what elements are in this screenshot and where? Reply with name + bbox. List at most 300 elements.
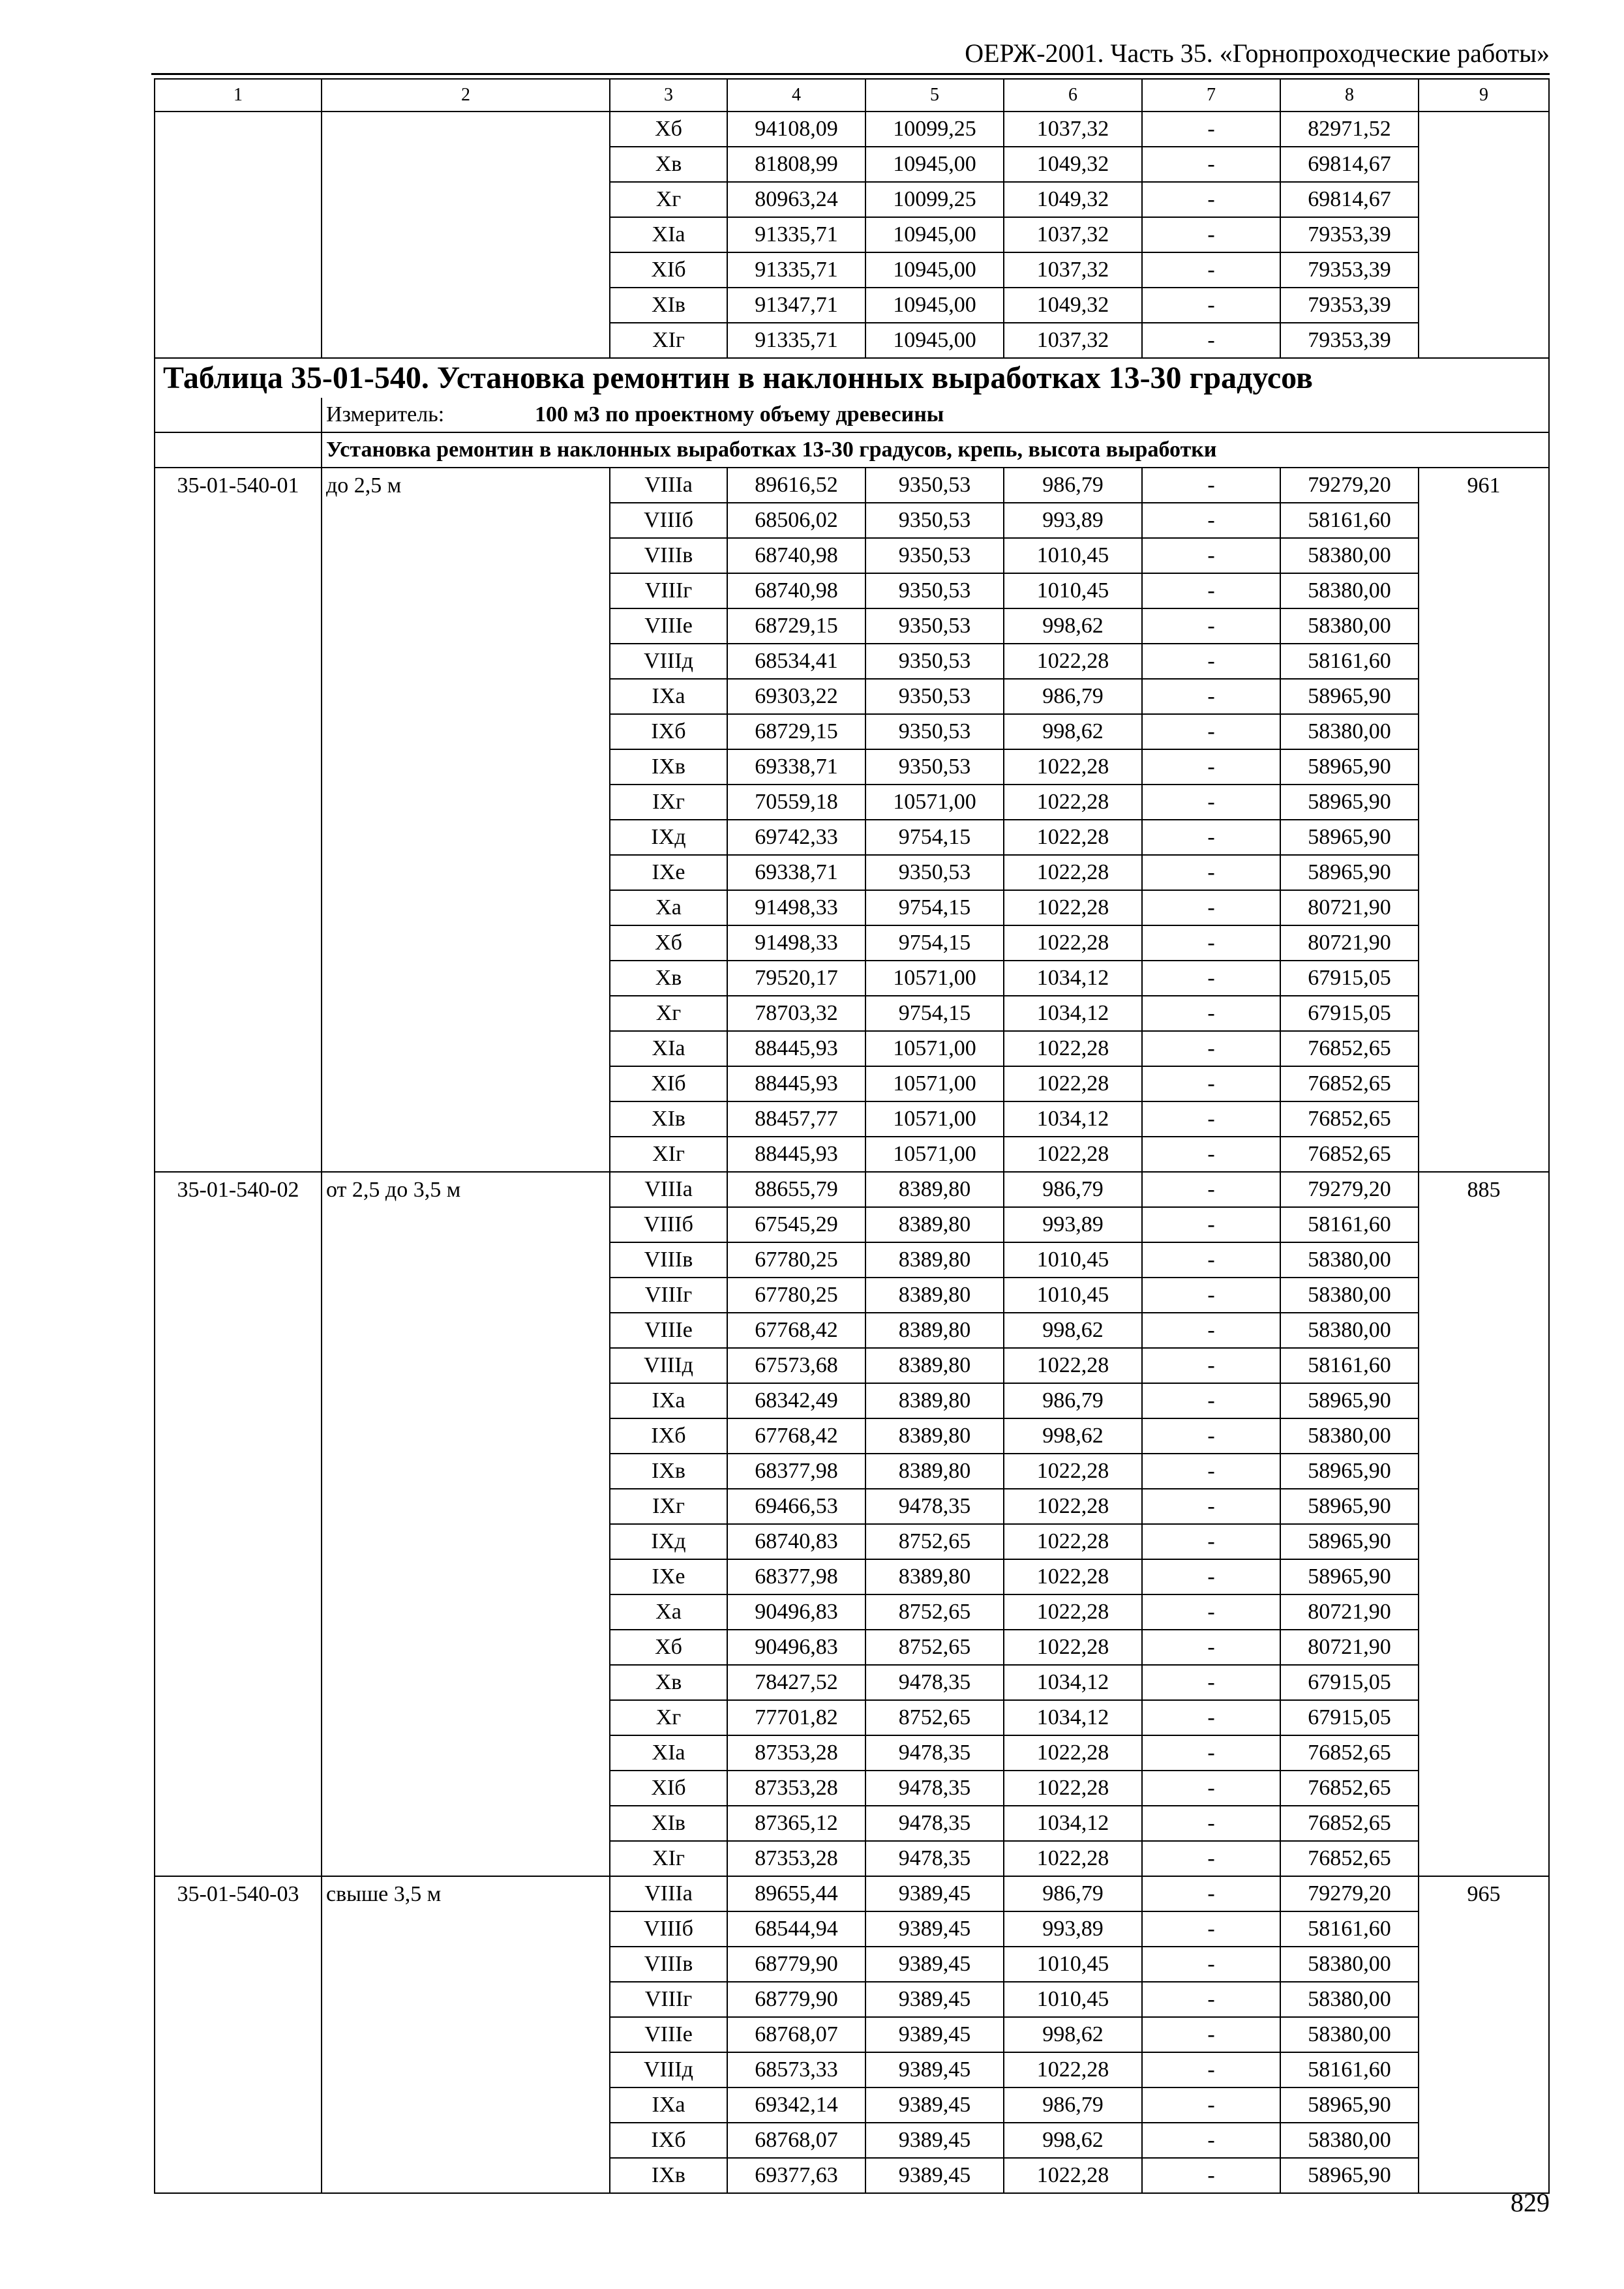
- code-cell: [155, 785, 322, 820]
- table-row: [155, 2087, 1549, 2123]
- value-cell: Xг: [610, 182, 727, 217]
- value-cell: 993,89: [1004, 1911, 1142, 1947]
- value-cell: 68534,41: [727, 644, 865, 679]
- value-cell: -: [1142, 2123, 1280, 2158]
- value-cell: IXа: [610, 1383, 727, 1418]
- value-cell: 986,79: [1004, 1876, 1142, 1911]
- value-cell: 10571,00: [865, 1101, 1004, 1137]
- value-cell: 9350,53: [865, 538, 1004, 573]
- value-cell: 58380,00: [1280, 1418, 1419, 1454]
- description-cell: [322, 112, 610, 147]
- description-cell: [322, 855, 610, 890]
- description-cell: [322, 1418, 610, 1454]
- measure-cell: [322, 398, 1549, 432]
- table-row: [155, 890, 1549, 925]
- table-row: [155, 1665, 1549, 1700]
- col9-cell: [1419, 785, 1549, 820]
- subtitle-spacer: [155, 432, 322, 468]
- description-cell: [322, 608, 610, 644]
- value-cell: XIб: [610, 1771, 727, 1806]
- value-cell: 998,62: [1004, 2123, 1142, 2158]
- table-row: [155, 1066, 1549, 1101]
- code-cell: [155, 2017, 322, 2052]
- col9-cell: [1419, 996, 1549, 1031]
- value-cell: XIб: [610, 1066, 727, 1101]
- value-cell: -: [1142, 1207, 1280, 1242]
- value-cell: Xб: [610, 925, 727, 961]
- description-cell: [322, 2158, 610, 2193]
- value-cell: 90496,83: [727, 1630, 865, 1665]
- value-cell: 8389,80: [865, 1207, 1004, 1242]
- value-cell: VIIIв: [610, 538, 727, 573]
- value-cell: -: [1142, 1489, 1280, 1524]
- table-row: [155, 1418, 1549, 1454]
- description-cell: [322, 573, 610, 608]
- description-cell: [322, 925, 610, 961]
- col9-cell: [1419, 1806, 1549, 1841]
- value-cell: VIIIа: [610, 1876, 727, 1911]
- table-row: [155, 1559, 1549, 1594]
- value-cell: IXв: [610, 1454, 727, 1489]
- code-cell: [155, 1101, 322, 1137]
- code-cell: [155, 890, 322, 925]
- value-cell: 1037,32: [1004, 252, 1142, 288]
- value-cell: 986,79: [1004, 1172, 1142, 1207]
- description-cell: [322, 679, 610, 714]
- description-cell: [322, 182, 610, 217]
- code-cell: [155, 714, 322, 749]
- value-cell: Xа: [610, 1594, 727, 1630]
- value-cell: -: [1142, 1031, 1280, 1066]
- value-cell: 89655,44: [727, 1876, 865, 1911]
- table-row: [155, 608, 1549, 644]
- code-cell: [155, 503, 322, 538]
- value-cell: 1022,28: [1004, 2052, 1142, 2087]
- value-cell: IXе: [610, 855, 727, 890]
- value-cell: -: [1142, 785, 1280, 820]
- value-cell: 68768,07: [727, 2017, 865, 2052]
- description-cell: [322, 538, 610, 573]
- value-cell: IXе: [610, 1559, 727, 1594]
- code-cell: [155, 644, 322, 679]
- value-cell: -: [1142, 252, 1280, 288]
- code-cell: [155, 1418, 322, 1454]
- table-row: [155, 1172, 1549, 1207]
- table-row: [155, 1242, 1549, 1278]
- value-cell: 68729,15: [727, 608, 865, 644]
- value-cell: 58965,90: [1280, 2158, 1419, 2193]
- col9-cell: [1419, 1278, 1549, 1313]
- value-cell: -: [1142, 1735, 1280, 1771]
- value-cell: 80721,90: [1280, 890, 1419, 925]
- value-cell: 81808,99: [727, 147, 865, 182]
- value-cell: 68740,98: [727, 573, 865, 608]
- value-cell: IXв: [610, 2158, 727, 2193]
- value-cell: 1022,28: [1004, 1841, 1142, 1876]
- col9-cell: [1419, 1524, 1549, 1559]
- value-cell: 998,62: [1004, 714, 1142, 749]
- col9-cell: [1419, 2017, 1549, 2052]
- col9-cell: [1419, 147, 1549, 182]
- value-cell: 9478,35: [865, 1806, 1004, 1841]
- value-cell: -: [1142, 1348, 1280, 1383]
- description-cell: [322, 1771, 610, 1806]
- value-cell: 58965,90: [1280, 1454, 1419, 1489]
- col9-cell: [1419, 1700, 1549, 1735]
- value-cell: 88445,93: [727, 1066, 865, 1101]
- value-cell: IXа: [610, 2087, 727, 2123]
- value-cell: -: [1142, 1418, 1280, 1454]
- value-cell: 58380,00: [1280, 2123, 1419, 2158]
- value-cell: 10099,25: [865, 112, 1004, 147]
- value-cell: -: [1142, 1841, 1280, 1876]
- value-cell: -: [1142, 323, 1280, 358]
- value-cell: IXа: [610, 679, 727, 714]
- value-cell: 58380,00: [1280, 573, 1419, 608]
- description-cell: [322, 785, 610, 820]
- col9-cell: [1419, 1841, 1549, 1876]
- value-cell: Xг: [610, 1700, 727, 1735]
- value-cell: 58380,00: [1280, 538, 1419, 573]
- header-rule: [151, 73, 1550, 75]
- value-cell: 1010,45: [1004, 573, 1142, 608]
- value-cell: -: [1142, 1242, 1280, 1278]
- value-cell: -: [1142, 1454, 1280, 1489]
- value-cell: IXб: [610, 1418, 727, 1454]
- value-cell: 1022,28: [1004, 749, 1142, 785]
- table-row: [155, 1841, 1549, 1876]
- value-cell: 88445,93: [727, 1031, 865, 1066]
- description-cell: [322, 288, 610, 323]
- value-cell: Xв: [610, 1665, 727, 1700]
- value-cell: 10571,00: [865, 1066, 1004, 1101]
- value-cell: -: [1142, 2158, 1280, 2193]
- code-cell: [155, 820, 322, 855]
- value-cell: 79353,39: [1280, 252, 1419, 288]
- value-cell: -: [1142, 1137, 1280, 1172]
- table-row: [155, 996, 1549, 1031]
- value-cell: 1034,12: [1004, 1806, 1142, 1841]
- col9-cell: [1419, 1489, 1549, 1524]
- table-row: [155, 182, 1549, 217]
- table-row: [155, 1911, 1549, 1947]
- value-cell: -: [1142, 714, 1280, 749]
- value-cell: XIа: [610, 1735, 727, 1771]
- table-row: [155, 1137, 1549, 1172]
- col9-cell: [1419, 1630, 1549, 1665]
- col9-cell: [1419, 1947, 1549, 1982]
- description-cell: [322, 820, 610, 855]
- value-cell: -: [1142, 503, 1280, 538]
- value-cell: 993,89: [1004, 503, 1142, 538]
- value-cell: 58965,90: [1280, 2087, 1419, 2123]
- value-cell: VIIIе: [610, 1313, 727, 1348]
- measure-label: Измеритель:: [326, 402, 445, 426]
- description-cell: [322, 1101, 610, 1137]
- table-title: Таблица 35-01-540. Установка ремонтин в наклонных выработках 13-30 градусов: [155, 358, 1549, 398]
- description-cell: [322, 1735, 610, 1771]
- col9-cell: [1419, 1982, 1549, 2017]
- value-cell: -: [1142, 1383, 1280, 1418]
- value-cell: -: [1142, 1630, 1280, 1665]
- value-cell: 79279,20: [1280, 468, 1419, 503]
- value-cell: 67915,05: [1280, 996, 1419, 1031]
- value-cell: 67573,68: [727, 1348, 865, 1383]
- value-cell: -: [1142, 961, 1280, 996]
- value-cell: 58965,90: [1280, 820, 1419, 855]
- value-cell: 76852,65: [1280, 1137, 1419, 1172]
- value-cell: 1037,32: [1004, 217, 1142, 252]
- value-cell: 1022,28: [1004, 1489, 1142, 1524]
- value-cell: -: [1142, 855, 1280, 890]
- value-cell: 993,89: [1004, 1207, 1142, 1242]
- table-row: [155, 1876, 1549, 1911]
- value-cell: VIIIв: [610, 1947, 727, 1982]
- table-row: [155, 1771, 1549, 1806]
- value-cell: 91347,71: [727, 288, 865, 323]
- table-row: [155, 1982, 1549, 2017]
- value-cell: 58380,00: [1280, 1242, 1419, 1278]
- value-cell: -: [1142, 1101, 1280, 1137]
- value-cell: 87353,28: [727, 1735, 865, 1771]
- value-cell: 1022,28: [1004, 820, 1142, 855]
- value-cell: -: [1142, 1313, 1280, 1348]
- code-cell: [155, 996, 322, 1031]
- table-row: [155, 1383, 1549, 1418]
- description-cell: [322, 1242, 610, 1278]
- value-cell: 9389,45: [865, 2123, 1004, 2158]
- value-cell: 1022,28: [1004, 1559, 1142, 1594]
- description-cell: [322, 2123, 610, 2158]
- col9-cell: [1419, 1911, 1549, 1947]
- code-cell: [155, 573, 322, 608]
- value-cell: 1022,28: [1004, 1735, 1142, 1771]
- description-cell: [322, 1665, 610, 1700]
- value-cell: -: [1142, 996, 1280, 1031]
- rate-col9: 965: [1419, 1876, 1549, 1911]
- code-cell: [155, 855, 322, 890]
- col9-cell: [1419, 2087, 1549, 2123]
- table-row: [155, 1031, 1549, 1066]
- value-cell: 1034,12: [1004, 1700, 1142, 1735]
- table-row: [155, 644, 1549, 679]
- value-cell: 8752,65: [865, 1594, 1004, 1630]
- value-cell: 58380,00: [1280, 2017, 1419, 2052]
- value-cell: 8389,80: [865, 1172, 1004, 1207]
- value-cell: 10945,00: [865, 252, 1004, 288]
- value-cell: 8389,80: [865, 1242, 1004, 1278]
- value-cell: -: [1142, 749, 1280, 785]
- value-cell: 69338,71: [727, 855, 865, 890]
- value-cell: 9350,53: [865, 714, 1004, 749]
- value-cell: 79353,39: [1280, 217, 1419, 252]
- table-row: [155, 1630, 1549, 1665]
- col9-cell: [1419, 2123, 1549, 2158]
- value-cell: 70559,18: [727, 785, 865, 820]
- value-cell: 79353,39: [1280, 323, 1419, 358]
- value-cell: 79353,39: [1280, 288, 1419, 323]
- value-cell: 88457,77: [727, 1101, 865, 1137]
- table-row: [155, 468, 1549, 503]
- column-number: 3: [610, 79, 727, 112]
- code-cell: [155, 1313, 322, 1348]
- value-cell: 1022,28: [1004, 644, 1142, 679]
- value-cell: 1022,28: [1004, 1771, 1142, 1806]
- value-cell: 1022,28: [1004, 785, 1142, 820]
- value-cell: -: [1142, 112, 1280, 147]
- value-cell: 9389,45: [865, 1876, 1004, 1911]
- value-cell: -: [1142, 1278, 1280, 1313]
- value-cell: 69742,33: [727, 820, 865, 855]
- value-cell: VIIIг: [610, 1982, 727, 2017]
- value-cell: -: [1142, 890, 1280, 925]
- value-cell: XIг: [610, 1841, 727, 1876]
- code-cell: [155, 288, 322, 323]
- description-cell: [322, 1806, 610, 1841]
- col9-cell: [1419, 1207, 1549, 1242]
- value-cell: 998,62: [1004, 608, 1142, 644]
- table-row: [155, 503, 1549, 538]
- value-cell: -: [1142, 1947, 1280, 1982]
- table-row: [155, 1594, 1549, 1630]
- table-row: [155, 2123, 1549, 2158]
- value-cell: 58161,60: [1280, 1911, 1419, 1947]
- value-cell: VIIIд: [610, 1348, 727, 1383]
- col9-cell: [1419, 573, 1549, 608]
- value-cell: 58965,90: [1280, 1559, 1419, 1594]
- description-cell: [322, 2017, 610, 2052]
- value-cell: 1022,28: [1004, 1524, 1142, 1559]
- value-cell: -: [1142, 1876, 1280, 1911]
- value-cell: VIIIе: [610, 608, 727, 644]
- col9-cell: [1419, 1383, 1549, 1418]
- value-cell: 68729,15: [727, 714, 865, 749]
- value-cell: 67780,25: [727, 1278, 865, 1313]
- measure-spacer: [155, 398, 322, 432]
- value-cell: -: [1142, 1700, 1280, 1735]
- value-cell: 58965,90: [1280, 749, 1419, 785]
- value-cell: -: [1142, 2017, 1280, 2052]
- description-cell: [322, 323, 610, 358]
- code-cell: [155, 1242, 322, 1278]
- value-cell: -: [1142, 2052, 1280, 2087]
- value-cell: 1022,28: [1004, 1066, 1142, 1101]
- table-row: [155, 820, 1549, 855]
- value-cell: 76852,65: [1280, 1806, 1419, 1841]
- running-header: ОЕРЖ-2001. Часть 35. «Горнопроходческие работы»: [965, 38, 1550, 68]
- col9-cell: [1419, 1137, 1549, 1172]
- description-cell: [322, 1137, 610, 1172]
- col9-cell: [1419, 890, 1549, 925]
- value-cell: 58161,60: [1280, 503, 1419, 538]
- value-cell: 10945,00: [865, 147, 1004, 182]
- value-cell: 68768,07: [727, 2123, 865, 2158]
- code-cell: [155, 1665, 322, 1700]
- code-cell: [155, 1207, 322, 1242]
- value-cell: -: [1142, 679, 1280, 714]
- col9-cell: [1419, 714, 1549, 749]
- code-cell: [155, 1031, 322, 1066]
- column-number-row: [155, 79, 1549, 112]
- table-row: [155, 1348, 1549, 1383]
- rate-code: 35-01-540-02: [155, 1172, 322, 1207]
- value-cell: -: [1142, 217, 1280, 252]
- value-cell: 986,79: [1004, 468, 1142, 503]
- value-cell: 80721,90: [1280, 1630, 1419, 1665]
- code-cell: [155, 749, 322, 785]
- value-cell: 88655,79: [727, 1172, 865, 1207]
- value-cell: 77701,82: [727, 1700, 865, 1735]
- table-row: [155, 1313, 1549, 1348]
- table-row: [155, 2017, 1549, 2052]
- value-cell: 8752,65: [865, 1630, 1004, 1665]
- value-cell: 9754,15: [865, 925, 1004, 961]
- value-cell: -: [1142, 1524, 1280, 1559]
- rate-code: 35-01-540-03: [155, 1876, 322, 1911]
- value-cell: 9754,15: [865, 890, 1004, 925]
- value-cell: 76852,65: [1280, 1841, 1419, 1876]
- description-cell: [322, 1313, 610, 1348]
- col9-cell: [1419, 961, 1549, 996]
- value-cell: 68377,98: [727, 1454, 865, 1489]
- value-cell: IXг: [610, 1489, 727, 1524]
- value-cell: -: [1142, 182, 1280, 217]
- value-cell: Xг: [610, 996, 727, 1031]
- description-cell: [322, 996, 610, 1031]
- col9-cell: [1419, 820, 1549, 855]
- value-cell: 58380,00: [1280, 1947, 1419, 1982]
- value-cell: 91335,71: [727, 217, 865, 252]
- value-cell: 1010,45: [1004, 1242, 1142, 1278]
- code-cell: [155, 1771, 322, 1806]
- value-cell: 58161,60: [1280, 1207, 1419, 1242]
- value-cell: VIIIа: [610, 1172, 727, 1207]
- table-row: [155, 573, 1549, 608]
- table-row: [155, 1947, 1549, 1982]
- code-cell: [155, 1911, 322, 1947]
- value-cell: 9350,53: [865, 679, 1004, 714]
- value-cell: 1049,32: [1004, 182, 1142, 217]
- value-cell: 9350,53: [865, 644, 1004, 679]
- value-cell: 10945,00: [865, 217, 1004, 252]
- table-row: [155, 1700, 1549, 1735]
- column-number: 8: [1280, 79, 1419, 112]
- table-row: [155, 288, 1549, 323]
- code-cell: [155, 2087, 322, 2123]
- rate-description: от 2,5 до 3,5 м: [322, 1172, 610, 1207]
- table-row: [155, 1524, 1549, 1559]
- value-cell: 94108,09: [727, 112, 865, 147]
- description-cell: [322, 1278, 610, 1313]
- value-cell: 1010,45: [1004, 1278, 1142, 1313]
- value-cell: Xб: [610, 112, 727, 147]
- column-number: 2: [322, 79, 610, 112]
- value-cell: IXг: [610, 785, 727, 820]
- value-cell: 986,79: [1004, 2087, 1142, 2123]
- table-row: [155, 252, 1549, 288]
- code-cell: [155, 1947, 322, 1982]
- value-cell: 69466,53: [727, 1489, 865, 1524]
- value-cell: 9389,45: [865, 1947, 1004, 1982]
- value-cell: -: [1142, 1771, 1280, 1806]
- value-cell: XIв: [610, 1101, 727, 1137]
- code-cell: [155, 1700, 322, 1735]
- col9-cell: [1419, 182, 1549, 217]
- value-cell: 68740,98: [727, 538, 865, 573]
- value-cell: -: [1142, 2087, 1280, 2123]
- value-cell: 58965,90: [1280, 679, 1419, 714]
- value-cell: -: [1142, 468, 1280, 503]
